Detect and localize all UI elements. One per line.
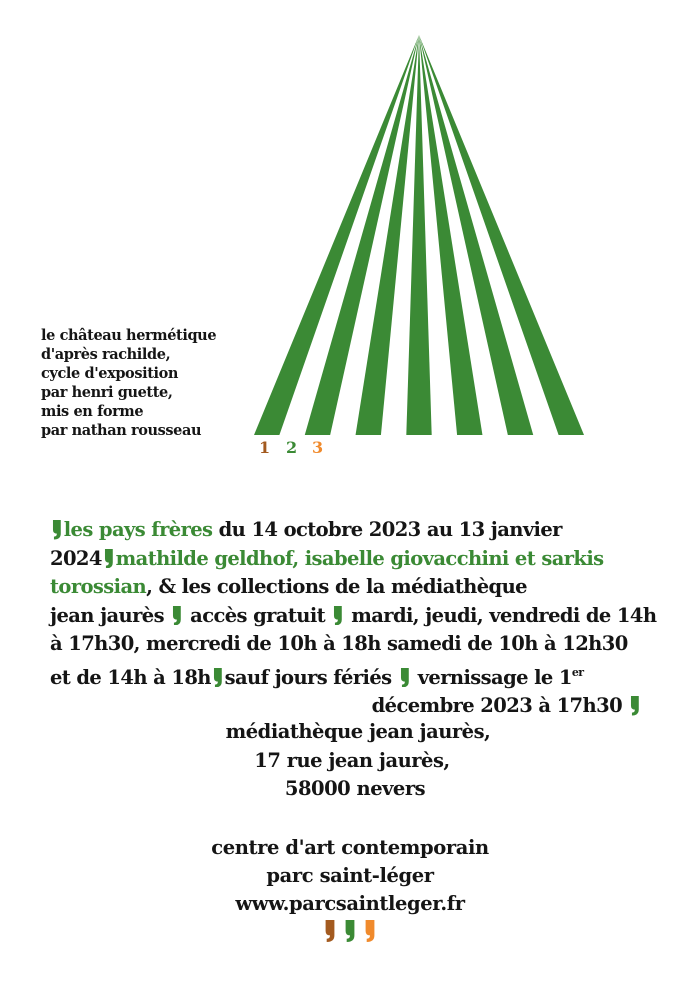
event-line [50,516,670,545]
event-dates: du 14 octobre 2023 au 13 janvier [218,518,562,541]
number-1: 1 [259,438,271,457]
event-line [50,692,670,721]
opening-hours: et de 14h à 18h [50,665,211,689]
number-3: 3 [312,438,324,457]
closed-days: sauf jours fériés [224,665,392,689]
pilcrow-icon [400,668,410,688]
opening-reception: décembre 2023 à 17h30 [371,694,623,717]
event-info [50,516,670,721]
pilcrow-icon [52,520,62,540]
pilcrow-marks [0,920,700,946]
event-dates: 2024 [50,546,102,570]
opening-hours: à 17h30, mercredi de 10h à 18h samedi de 10h à 12h30 [50,632,628,655]
pilcrow-icon [172,606,182,626]
credits-line: par nathan rousseau [41,422,202,439]
pilcrow-icon [324,920,336,942]
organization-name: centre d'art contemporain [211,836,489,859]
credits-line: d'après rachilde, [41,346,171,363]
event-line [50,659,670,693]
event-line [50,573,670,602]
address-line: 17 rue jean jaurès, [254,748,450,772]
triangle-stripe [305,35,419,435]
number-2: 2 [286,438,298,457]
artists: mathilde geldhof, isabelle giovacchini et sarkis [115,546,604,570]
exhibition-title: les pays frères [63,518,213,541]
opening-reception: vernissage le 1 [417,665,572,689]
event-line [50,602,670,631]
pilcrow-icon [213,668,223,688]
address-line: 58000 nevers [284,777,426,800]
credits-line: mis en forme [41,403,144,420]
access-info: accès gratuit [190,603,326,627]
pilcrow-icon [333,606,343,626]
opening-hours: mardi, jeudi, vendredi de 14h [351,603,657,627]
triangle-stripe [419,35,533,435]
pilcrow-icon [630,696,640,716]
footer-block [0,834,700,918]
artists: torossian [50,575,147,598]
venue-name: parc saint-léger [266,864,434,887]
ordinal-suffix: er [571,665,584,679]
credits-line: cycle d'exposition [41,365,179,382]
collections: jean jaurès [50,603,164,627]
website-link[interactable]: www.parcsaintleger.fr [235,892,465,915]
collections: , & les collections de la médiathèque [146,575,527,598]
address-block [0,718,700,804]
credits-line: le château hermétique [41,327,217,344]
address-line: médiathèque jean jaurès, [225,720,491,743]
event-line [50,630,670,659]
pilcrow-icon [364,920,376,942]
pilcrow-icon [344,920,356,942]
event-line [50,545,670,574]
pilcrow-icon [104,549,114,569]
credits-line: par henri guette, [41,384,173,401]
credits-block [41,326,261,440]
